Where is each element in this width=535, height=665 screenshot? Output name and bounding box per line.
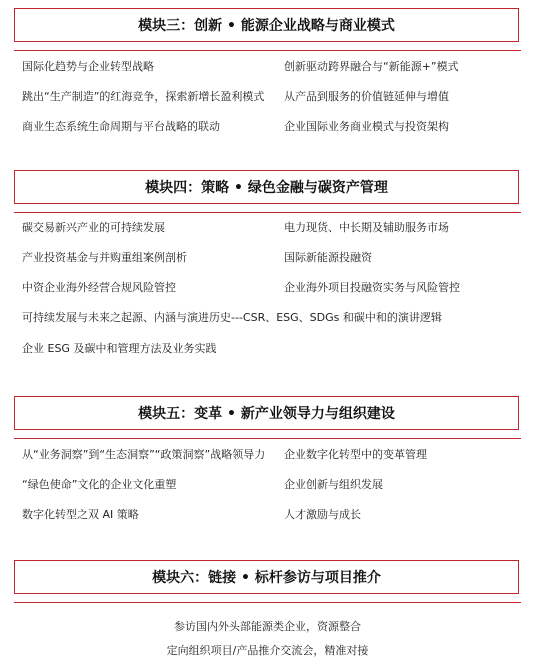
module-5-item: “绿色使命”文化的企业文化重塑 — [22, 478, 177, 491]
module-3-title: 模块三：创新 • 能源企业战略与商业模式 — [14, 8, 519, 42]
module-5-title: 模块五：变革 • 新产业领导力与组织建设 — [14, 396, 519, 430]
module-5-item: 人才激励与成长 — [284, 508, 361, 521]
module-4-item: 企业海外项目投融资实务与风险管控 — [284, 281, 460, 294]
module-4-item-full: 可持续发展与未来之起源、内涵与演进历史---CSR、ESG、SDGs 和碳中和的演讲逻辑 — [22, 311, 442, 324]
module-3-item: 商业生态系统生命周期与平台战略的联动 — [22, 120, 220, 133]
module-4-item: 产业投资基金与并购重组案例剖析 — [22, 251, 187, 264]
module-5-item: 从“业务洞察”到“生态洞察”“政策洞察”战略领导力 — [22, 448, 266, 461]
module-3-item: 企业国际业务商业模式与投资架构 — [284, 120, 449, 133]
module-5-item: 企业数字化转型中的变革管理 — [284, 448, 427, 461]
module-6-item: 定向组织项目/产品推介交流会，精准对接 — [166, 644, 369, 657]
module-3-item: 从产品到服务的价值链延伸与增值 — [284, 90, 449, 103]
module-3-item: 国际化趋势与企业转型战略 — [22, 60, 154, 73]
module-6-item: 参访国内外头部能源类企业，资源整合 — [174, 620, 361, 633]
module-4-title: 模块四：策略 • 绿色金融与碳资产管理 — [14, 170, 519, 204]
module-3-rule — [14, 50, 521, 51]
module-4-item: 碳交易新兴产业的可持续发展 — [22, 221, 165, 234]
module-4-item-full: 企业 ESG 及碳中和管理方法及业务实践 — [22, 342, 217, 355]
module-4-item: 电力现货、中长期及辅助服务市场 — [284, 221, 449, 234]
module-4-rule — [14, 212, 521, 213]
module-6-title: 模块六：链接 • 标杆参访与项目推介 — [14, 560, 519, 594]
module-4-item: 国际新能源投融资 — [284, 251, 372, 264]
module-5-item: 企业创新与组织发展 — [284, 478, 383, 491]
module-6-rule — [14, 602, 521, 603]
module-3-item: 创新驱动跨界融合与“新能源+”模式 — [284, 60, 459, 73]
module-5-rule — [14, 438, 521, 439]
module-3-item: 跳出“生产制造”的红海竞争，探索新增长盈利模式 — [22, 90, 265, 103]
module-4-item: 中资企业海外经营合规风险管控 — [22, 281, 176, 294]
module-5-item: 数字化转型之双 AI 策略 — [22, 508, 139, 521]
